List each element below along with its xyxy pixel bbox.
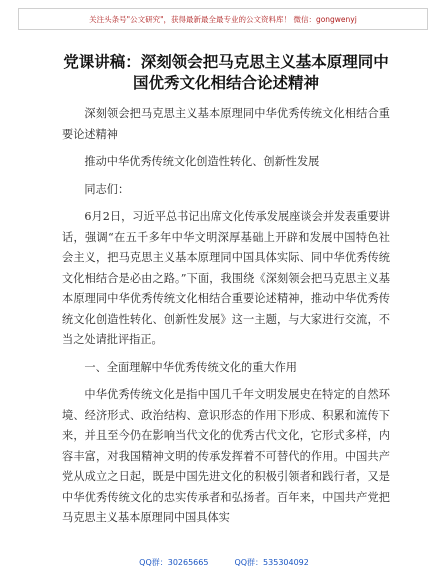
qq-group-2: QQ群：535304092 [234, 558, 309, 567]
banner-text: 关注头条号"公文研究"，获得最新最全最专业的公文资料库！ 微信：gongwenyj [89, 14, 357, 24]
paragraph-intro: 6月2日，习近平总书记出席文化传承发展座谈会并发表重要讲话，强调“在五千多年中华文明深厚基础上开辟和发展中国特色社会主义，把马克思主义基本原理同中国具体实际、同中华优秀传统文化相结合是必由之路。”下面，我围绕《深刻领会把马克思主义基本原理同中华优秀传统文化相结合重要论述精神，推动中华优秀传统文化创造性转化、创新性发展》这一主题，与大家进行交流，不当之处请批评指正。 [62, 210, 390, 346]
section-heading-1: 一、全面理解中华优秀传统文化的重大作用 [84, 360, 297, 374]
qq-group-1: QQ群：30265665 [139, 558, 209, 567]
document-title: 党课讲稿：深刻领会把马克思主义基本原理同中国优秀文化相结合论述精神 [63, 53, 389, 92]
paragraph-subtitle: 深刻领会把马克思主义基本原理同中华优秀传统文化相结合重要论述精神 [62, 107, 390, 141]
paragraph-subtheme: 推动中华优秀传统文化创造性转化、创新性发展 [84, 155, 320, 168]
paragraph-body-1: 中华优秀传统文化是指中国几千年文明发展史在特定的自然环境、经济形式、政治结构、意识形态的作用下形成、积累和流传下来，并且至今仍在影响当代文化的优秀古代文化，它形式多样，内容丰富，对我国精神文明的传承发挥着不可替代的作用。中国共产党从成立之日起，既是中国先进文化的积极引领者和践行者，又是中华优秀传统文化的忠实传承者和弘扬者。百年来，中国共产党把马克思主义基本原理同中国具体实 [62, 388, 390, 524]
footer-qq [0, 557, 448, 568]
document-body [62, 52, 390, 536]
paragraph-greeting: 同志们： [84, 182, 130, 196]
top-banner [18, 8, 428, 30]
